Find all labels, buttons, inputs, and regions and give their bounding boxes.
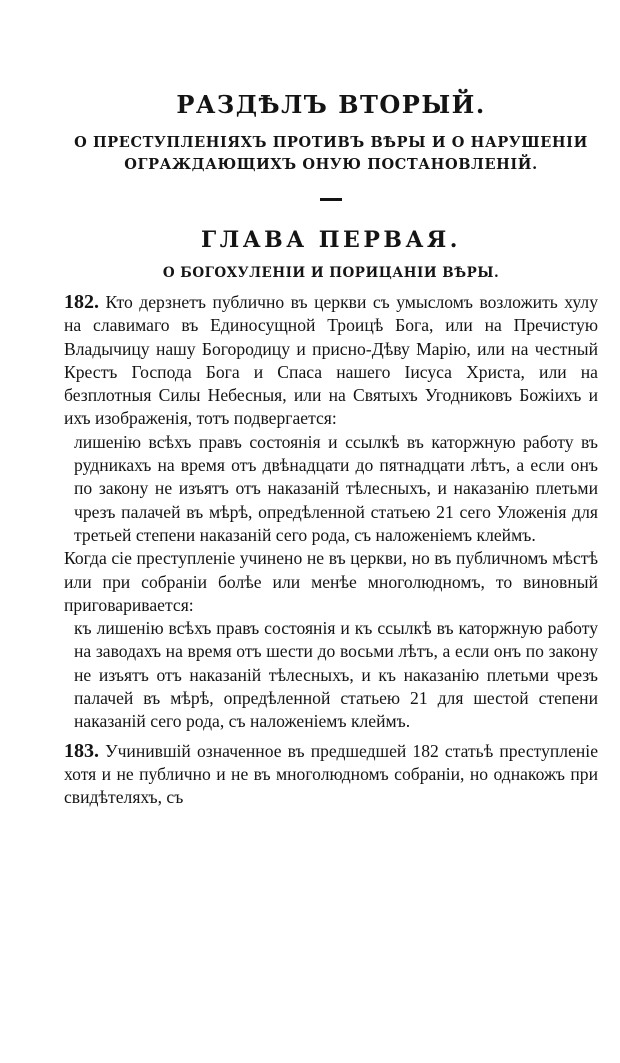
separator-rule <box>320 198 342 201</box>
article-182-penalty-1: лишенію всѣхъ правъ состоянія и ссылкѣ въ каторжную работу въ рудникахъ на время отъ двѣнадцати до пятнадцати лѣтъ, а если онъ по закону не изъятъ отъ наказаній тѣлесныхъ, и наказанію плетьми чрезъ палачей въ мѣрѣ, опредѣленной статьею 21 сего Уложенія для третьей степени наказаній сего рода, съ наложеніемъ клеймъ. <box>74 431 598 545</box>
body-text <box>64 291 598 810</box>
document-page <box>64 90 598 810</box>
chapter-subtitle: О БОГОХУЛЕНІИ И ПОРИЦАНІИ ВѢРЫ. <box>162 265 500 281</box>
article-182-penalty-2: къ лишенію всѣхъ правъ состоянія и къ ссылкѣ въ каторжную работу на заводахъ на время отъ шести до восьми лѣтъ, а если онъ по закону не изъятъ отъ наказаній тѣлесныхъ, и къ наказанію плетьми чрезъ палачей въ мѣрѣ, опредѣленной статьею 21 для шестой степени наказаній сего рода, съ наложеніемъ клеймъ. <box>74 618 598 732</box>
article-182-paragraph-2: Когда сіе преступленіе учинено не въ церкви, но въ публичномъ мѣстѣ или при собраніи болѣе или менѣе многолюдномъ, то виновный приговаривается: <box>64 548 598 615</box>
article-number: 182. <box>64 291 99 313</box>
article-text: Кто дерзнетъ публично въ церкви съ умысломъ возложить хулу на славимаго въ Единосущной Троицѣ Бога, или на Пречистую Владычицу нашу Богородицу и присно-Дѣву Марію, или на честный Крестъ Господа Бога и Спаса нашего Іисуса Христа, или на безплотныя Силы Небесныя, или на Святыхъ Угодниковъ Божіихъ и ихъ изображенія, тотъ подвергается: <box>64 292 598 429</box>
section-subtitle: О ПРЕСТУПЛЕНІЯХЪ ПРОТИВЪ ВѢРЫ И О НАРУШЕНІИ ОГРАЖДАЮЩИХЪ ОНУЮ ПОСТАНОВЛЕНІЙ. <box>74 134 588 173</box>
article-text: Учинившій означенное въ предшедшей 182 статьѣ преступленіе хотя и не публично и не въ многолюдномъ собраніи, но однакожъ при свидѣтеляхъ, съ <box>64 740 599 808</box>
article-number: 183. <box>64 739 99 762</box>
chapter-title: ГЛАВА ПЕРВАЯ. <box>201 227 461 253</box>
section-title: РАЗДѢЛЪ ВТОРЫЙ. <box>176 90 486 119</box>
article-182-paragraph-1 <box>64 291 598 431</box>
article-183-paragraph-1 <box>64 740 598 810</box>
